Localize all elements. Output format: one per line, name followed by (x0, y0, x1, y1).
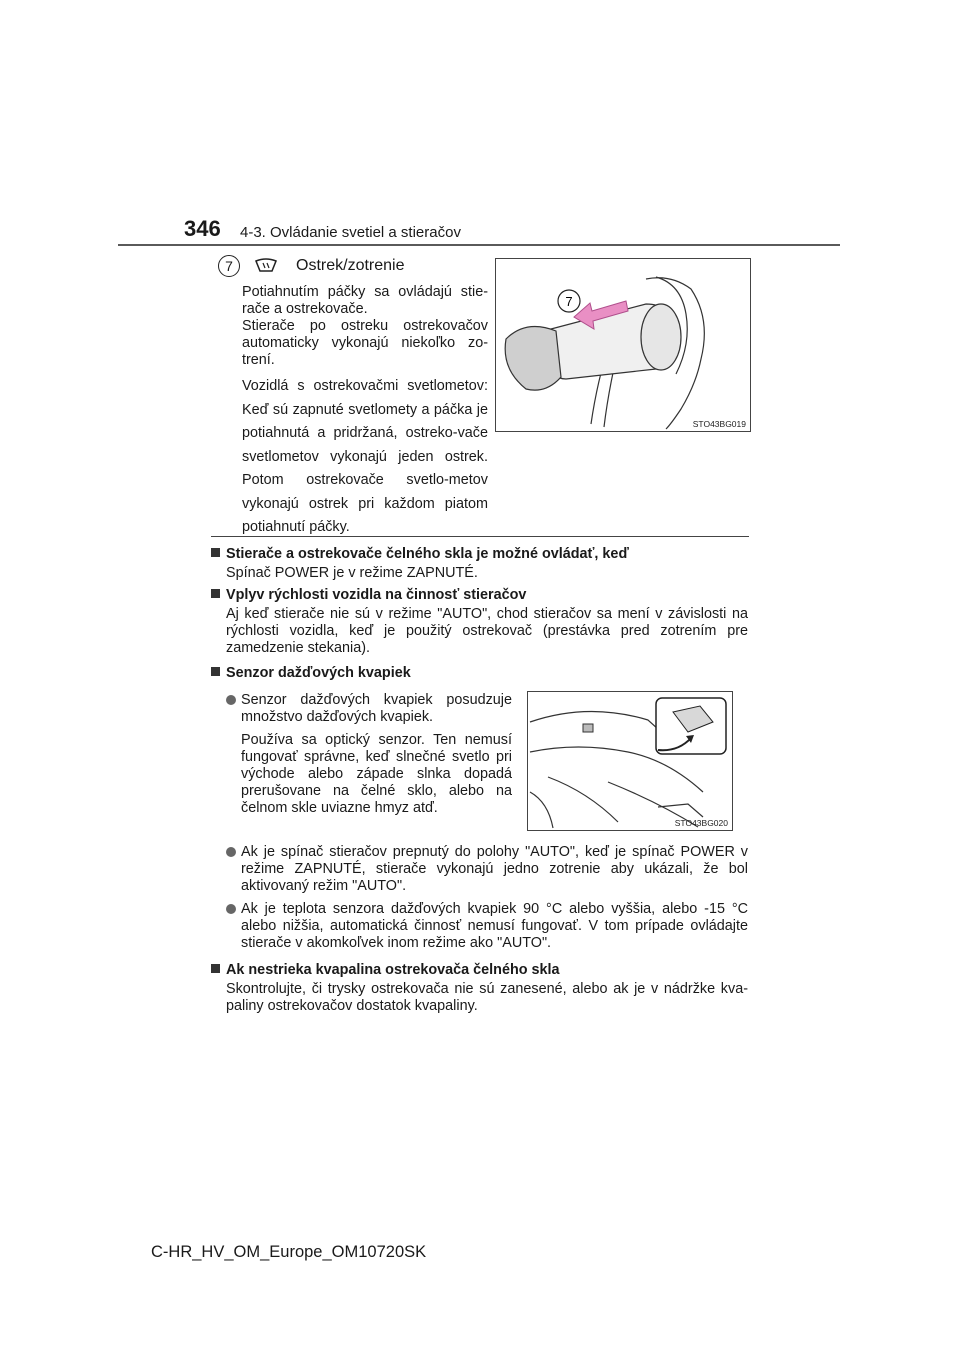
wiper-lever-illustration (496, 259, 750, 431)
note-body-1: Spínač POWER je v režime ZAPNUTÉ. (226, 565, 478, 581)
rain-sensor-text-b: Používa sa optický senzor. Ten nemusí fungovať správne, keď slnečné svetlo pri východe alebo západe slnka dopadá prerušovane na čelné sklo, alebo na čelnom skle uviazne hmyz atď. (241, 732, 512, 816)
rain-sensor-text-a: Senzor dažďových kvapiek posudzuje množstvo dažďových kvapiek. (241, 692, 512, 725)
item-description (242, 284, 488, 369)
washer-icon (254, 255, 278, 277)
section-title: 4-3. Ovládanie svetiel a stieračov (240, 224, 461, 241)
figure-callout: 7 (565, 294, 573, 309)
square-bullet-icon (211, 589, 220, 598)
note-heading-3 (211, 665, 411, 681)
item-text-2: Stierače po ostreku ostrekovačov automaticky vykonajú niekoľko zo-trení. (242, 318, 488, 368)
item-number: 7 (218, 255, 240, 277)
note-heading-text: Ak nestrieka kvapalina ostrekovača čelného skla (226, 962, 560, 978)
note-body-2: Aj keď stierače nie sú v režime "AUTO", chod stieračov sa mení v závislosti na rýchlosti vozidla, keď je použitý ostrekovač (prestávka pred zotrením pre zamedzenie stekania). (226, 606, 748, 656)
rain-sensor-illustration (528, 692, 732, 830)
note-heading-1 (211, 546, 629, 562)
note-body-4: Skontrolujte, či trysky ostrekovača nie sú zanesené, alebo ak je v nádržke kva-paliny ostrekovačov dostatok kvapaliny. (226, 981, 748, 1014)
rain-sensor-bullet-2 (226, 844, 748, 895)
rain-sensor-text-d: Ak je teplota senzora dažďových kvapiek 90 °C alebo vyššia, alebo -15 °C alebo nižšia, automatická činnosť nemusí fungovať. V tom prípade ovládajte stierače v akomkoľvek inom režime ako "AUTO". (241, 901, 748, 951)
figure-code: STO43BG020 (674, 818, 728, 828)
item-text-1: Potiahnutím páčky sa ovládajú stie-rače a ostrekovače. (242, 284, 488, 317)
round-bullet-icon (226, 695, 236, 705)
note-heading-text: Senzor dažďových kvapiek (226, 665, 411, 681)
round-bullet-icon (226, 904, 236, 914)
square-bullet-icon (211, 667, 220, 676)
rain-sensor-text-c: Ak je spínač stieračov prepnutý do polohy "AUTO", keď je spínač POWER v režime ZAPNUTÉ, stierače vykonajú jedno zotrenie aby ukázali, že bol aktivovaný režim "AUTO". (241, 844, 748, 894)
rain-sensor-bullet-1 (226, 692, 512, 817)
note-heading-2 (211, 587, 526, 603)
square-bullet-icon (211, 964, 220, 973)
round-bullet-icon (226, 847, 236, 857)
document-code: C-HR_HV_OM_Europe_OM10720SK (151, 1243, 427, 1261)
header-divider (118, 244, 840, 246)
wiper-lever-figure (495, 258, 751, 432)
rain-sensor-bullet-3 (226, 901, 748, 952)
headlight-cleaner-note: Vozidlá s ostrekovačmi svetlometov: Keď sú zapnuté svetlomety a páčka je potiahnutá a pridržaná, ostreko-vače svetlometov vykonajú jeden ostrek. Potom ostrekovače svetlo-metov vykonajú ostrek pri každom piatom potiahnutí páčky. (242, 378, 488, 535)
note-heading-text: Vplyv rýchlosti vozidla na činnosť stieračov (226, 587, 527, 603)
rain-sensor-figure (527, 691, 733, 831)
figure-code: STO43BG019 (692, 419, 746, 429)
note-heading-4 (211, 962, 560, 978)
item-title: Ostrek/zotrenie (296, 257, 405, 274)
note-heading-text: Stierače a ostrekovače čelného skla je možné ovládať, keď (226, 546, 629, 562)
section-divider (211, 536, 749, 537)
square-bullet-icon (211, 548, 220, 557)
page-number: 346 (184, 216, 221, 241)
